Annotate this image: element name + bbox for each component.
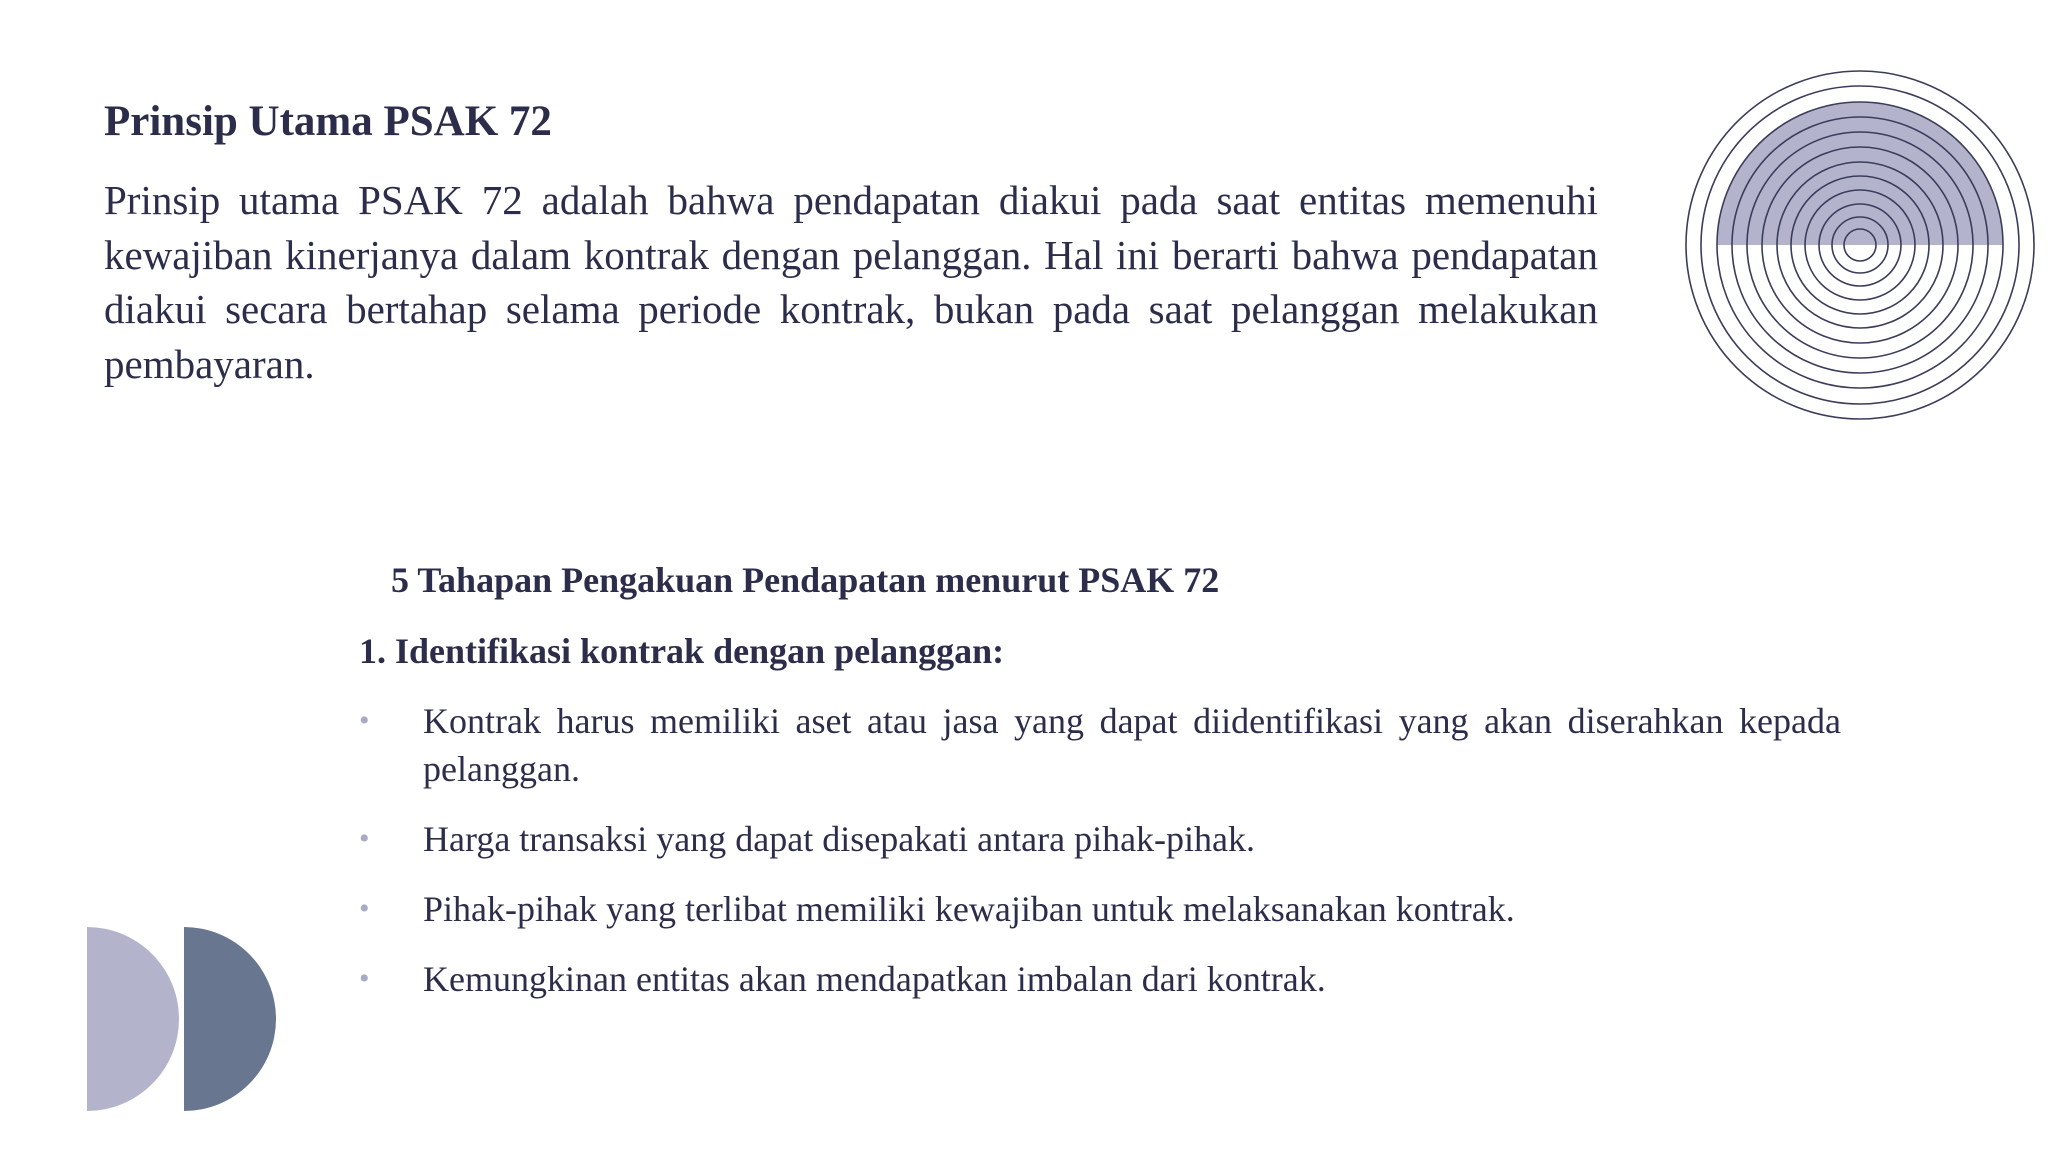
list-item [359, 697, 1841, 793]
bullet-icon: • [359, 822, 370, 855]
bullet-text: Pihak-pihak yang terlibat memiliki kewajiban untuk melaksanakan kontrak. [423, 889, 1515, 929]
bullet-icon: • [359, 704, 370, 737]
bullet-icon: • [359, 962, 370, 995]
intro-paragraph: Prinsip utama PSAK 72 adalah bahwa pendapatan diakui pada saat entitas memenuhi kewajiban kinerjanya dalam kontrak dengan pelanggan. Hal ini berarti bahwa pendapatan diakui secara bertahap selama periode kontrak, bukan pada saat pelanggan melakukan pembayaran. [104, 177, 1598, 387]
half-circle-light-graphic [87, 927, 179, 1111]
bullet-text: Kemungkinan entitas akan mendapatkan imbalan dari kontrak. [423, 959, 1326, 999]
list-item [359, 955, 1841, 1003]
bullet-text: Kontrak harus memiliki aset atau jasa yang dapat diidentifikasi yang akan diserahkan kepada pelanggan. [423, 701, 1841, 789]
list-item [359, 815, 1841, 863]
step-title: 1. Identifikasi kontrak dengan pelanggan: [359, 631, 1005, 671]
half-disc-fill [1717, 102, 2003, 245]
bullet-text: Harga transaksi yang dapat disepakati antara pihak-pihak. [423, 819, 1256, 859]
slide-title: Prinsip Utama PSAK 72 [104, 98, 552, 145]
bullet-list [359, 697, 1841, 1025]
half-circle-dark-graphic [184, 927, 276, 1111]
list-item [359, 885, 1841, 933]
steps-heading: 5 Tahapan Pengakuan Pendapatan menurut PSAK 72 [391, 560, 1220, 600]
concentric-circles-graphic [1685, 70, 2035, 420]
bullet-icon: • [359, 892, 370, 925]
